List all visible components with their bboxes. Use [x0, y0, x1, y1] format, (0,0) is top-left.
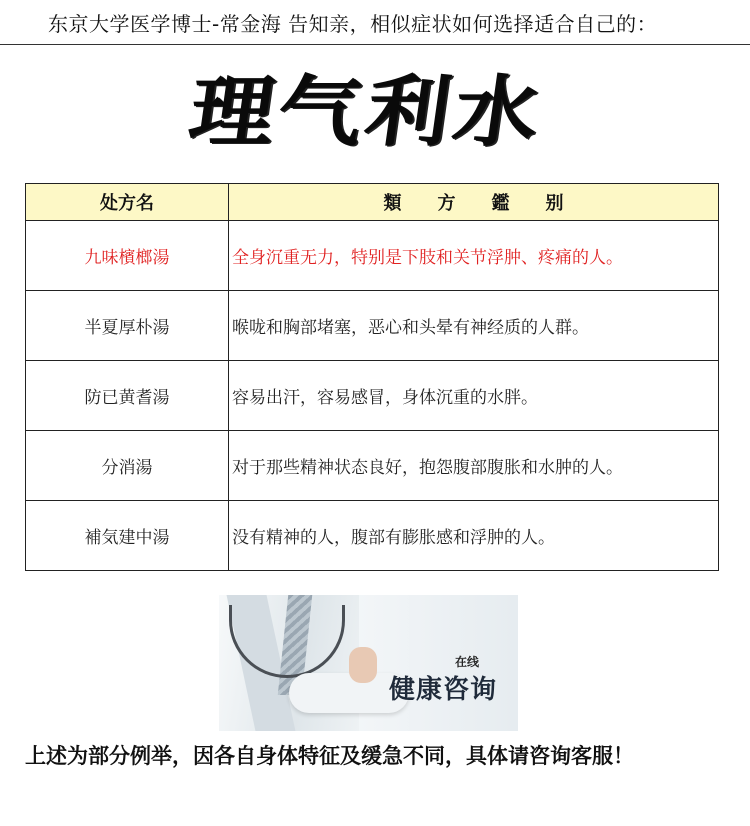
prescription-table — [25, 183, 719, 571]
table-row — [26, 221, 719, 291]
prescription-name: 分消湯 — [26, 431, 229, 501]
prescription-description: 对于那些精神状态良好，抱怨腹部腹胀和水肿的人。 — [229, 431, 719, 501]
table-row — [26, 501, 719, 571]
footer-note: 上述为部分例举，因各自身体特征及缓急不同，具体请咨询客服！ — [25, 743, 634, 768]
column-header-name: 处方名 — [26, 184, 229, 221]
banner-online-label: 在线 — [455, 655, 480, 669]
prescription-name: 補気建中湯 — [26, 501, 229, 571]
banner-consultation-label: 健康咨询 — [389, 675, 498, 705]
prescription-name: 九味檳榔湯 — [26, 221, 229, 291]
calligraphy-title: 理气利水 — [183, 66, 549, 158]
table-row — [26, 291, 719, 361]
prescription-name: 防已黄耆湯 — [26, 361, 229, 431]
prescription-name: 半夏厚朴湯 — [26, 291, 229, 361]
prescription-description: 全身沉重无力，特别是下肢和关节浮肿、疼痛的人。 — [229, 221, 719, 291]
prescription-description: 没有精神的人，腹部有膨胀感和浮肿的人。 — [229, 501, 719, 571]
column-header-differentiation: 類 方 鑑 别 — [229, 184, 719, 221]
table-row — [26, 431, 719, 501]
table-row — [26, 361, 719, 431]
prescription-description: 喉咙和胸部堵塞，恶心和头晕有神经质的人群。 — [229, 291, 719, 361]
header-divider — [0, 44, 750, 45]
prescription-description: 容易出汗，容易感冒，身体沉重的水胖。 — [229, 361, 719, 431]
doctor-hand — [349, 647, 377, 683]
online-consultation-banner[interactable] — [219, 595, 518, 731]
table-header-row — [26, 184, 719, 221]
header-text: 东京大学医学博士-常金海 告知亲，相似症状如何选择适合自己的： — [48, 12, 658, 36]
